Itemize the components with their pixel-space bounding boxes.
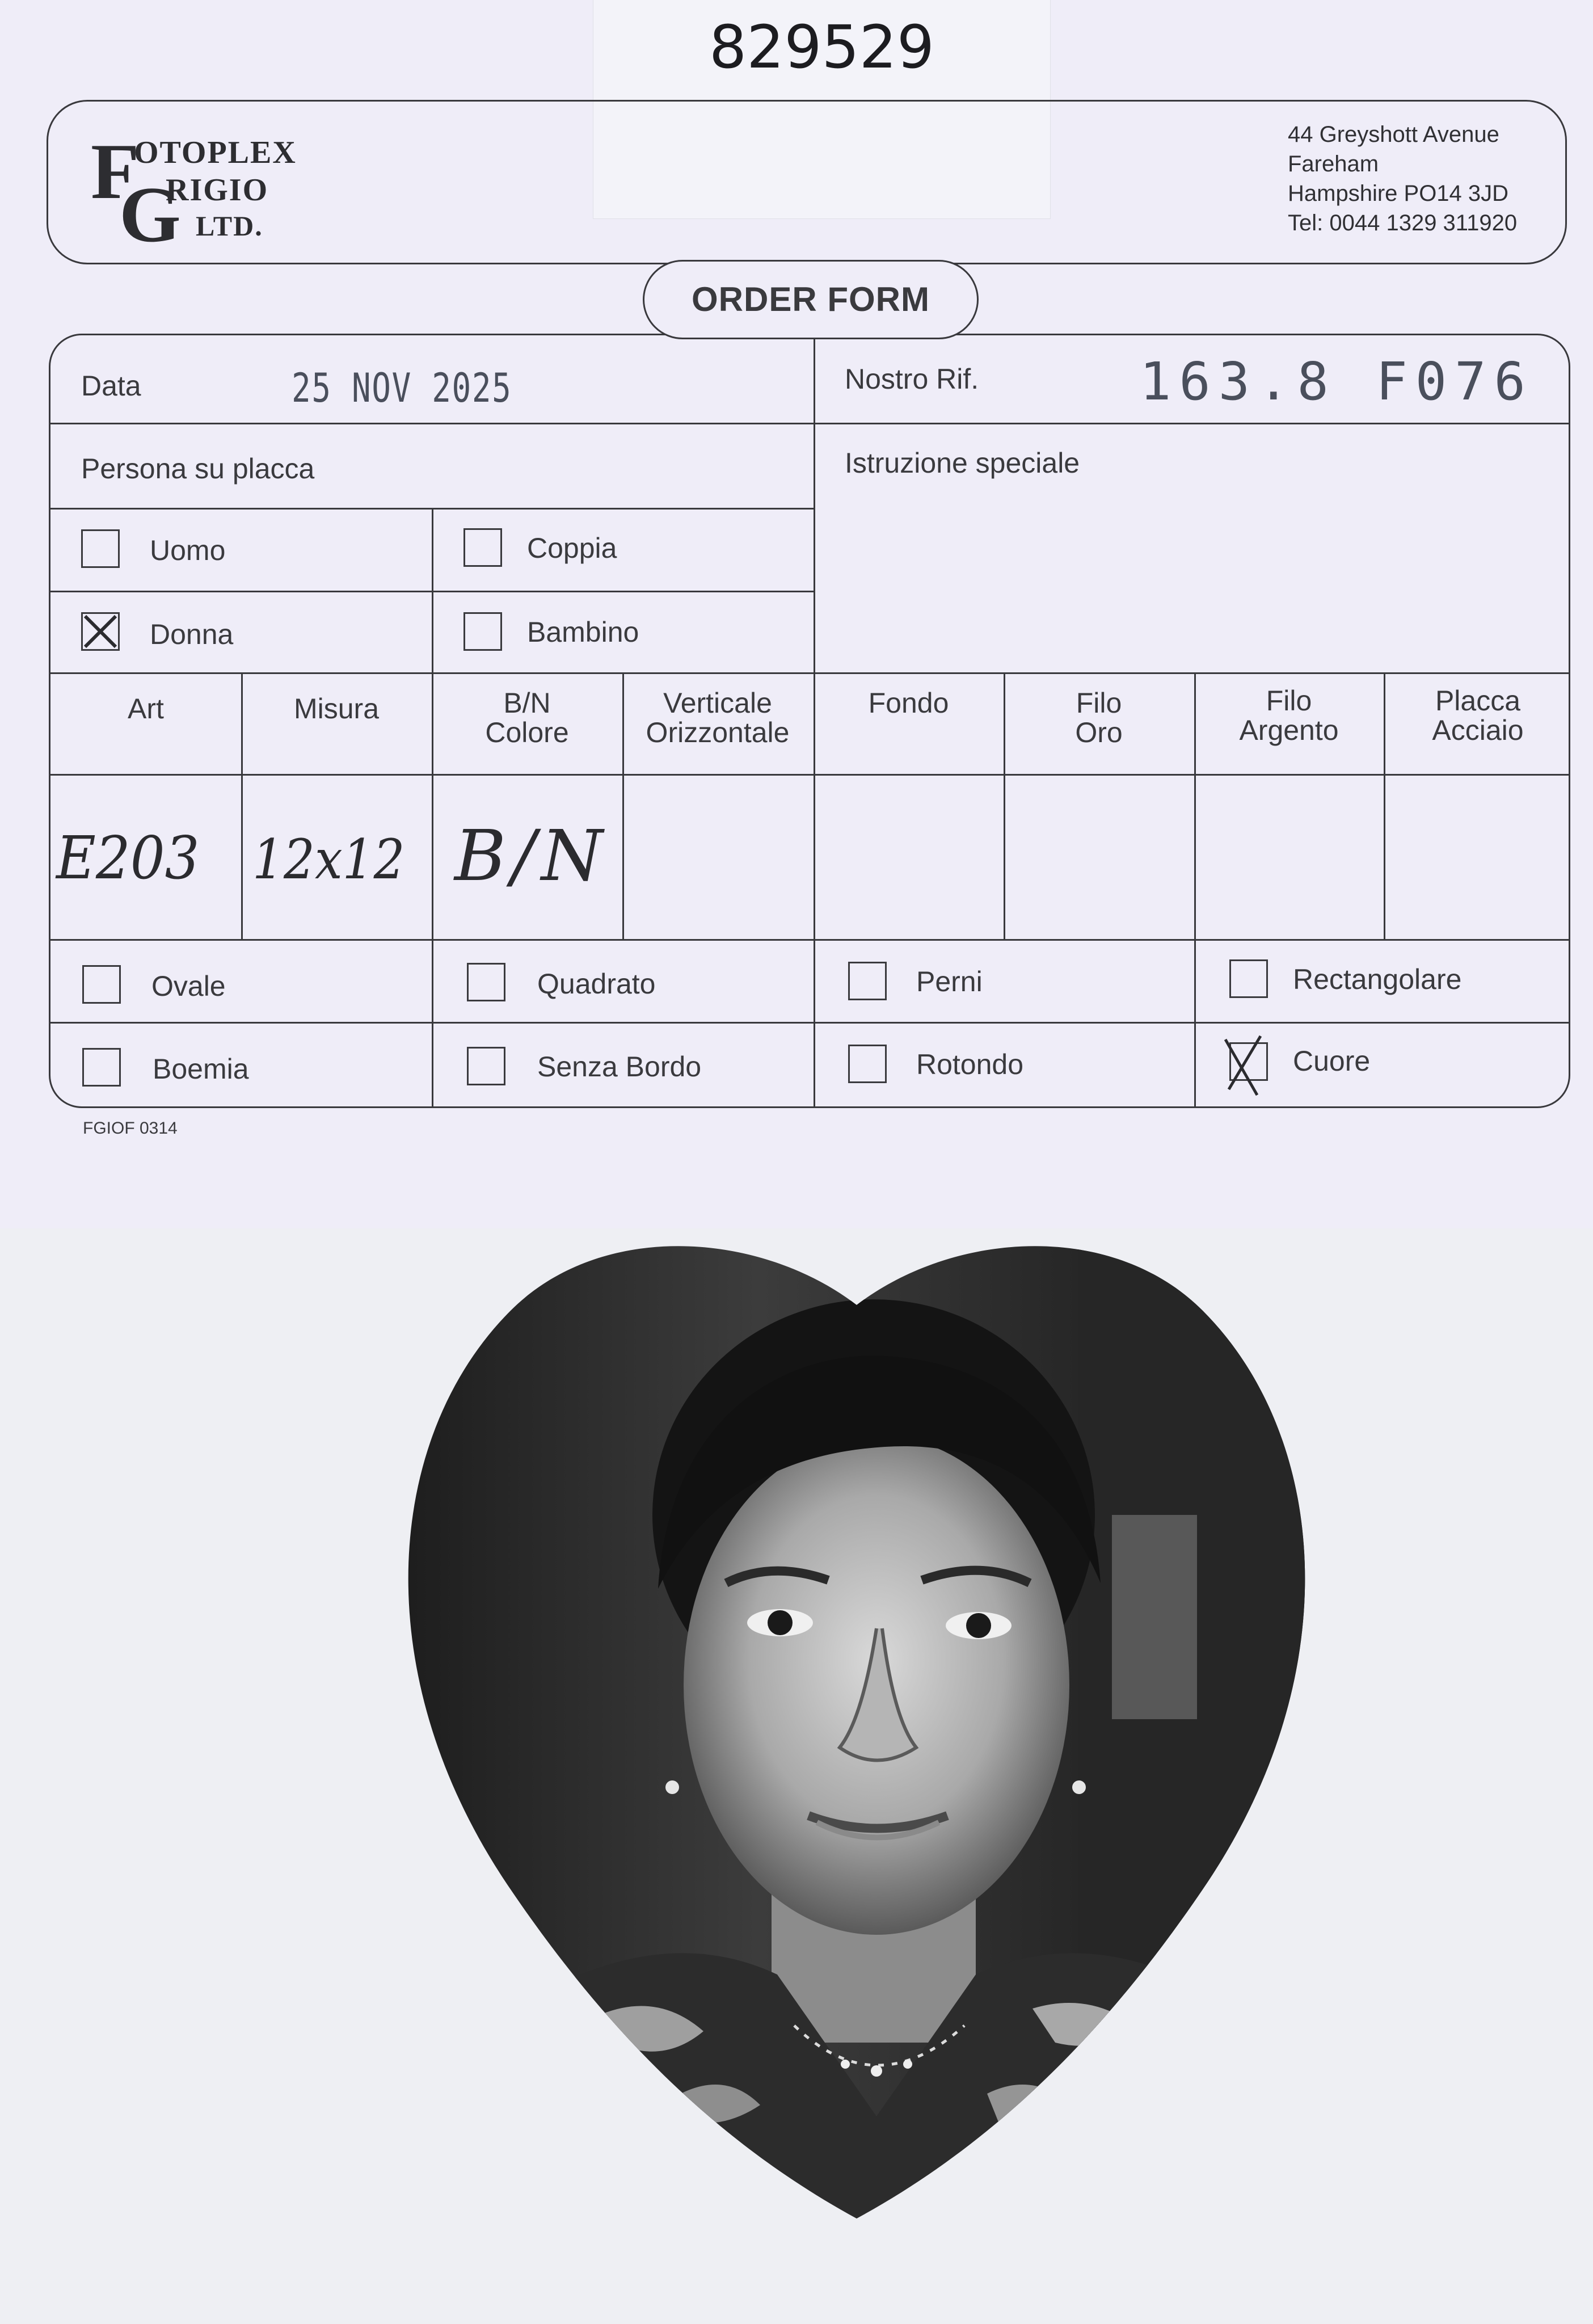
column-header-line: Filo	[1266, 685, 1312, 717]
column-header-line: B/N	[503, 687, 551, 719]
heart-portrait-photo	[363, 1220, 1350, 2224]
column-header-filo-argento	[1194, 686, 1384, 745]
option-label-quadrato: Quadrato	[537, 968, 656, 1000]
option-label-cuore: Cuore	[1293, 1045, 1371, 1077]
option-label-rotondo: Rotondo	[916, 1049, 1024, 1080]
option-label-boemia: Boemia	[153, 1053, 249, 1085]
rif-label: Nostro Rif.	[845, 363, 979, 395]
istruzione-label: Istruzione speciale	[845, 447, 1080, 479]
address-line: Hampshire PO14 3JD	[1288, 181, 1509, 206]
column-header-line: Colore	[485, 717, 569, 748]
handwritten-misura: 12x12	[252, 828, 405, 891]
grid-line	[50, 423, 1569, 424]
column-header-orientation	[622, 688, 813, 747]
checkbox-quadrato[interactable]	[467, 963, 505, 1001]
company-header	[47, 100, 1567, 264]
grid-line	[50, 672, 1569, 674]
order-number: 829529	[709, 12, 934, 82]
check-x-icon	[83, 614, 118, 649]
column-header-line: Oro	[1075, 717, 1123, 748]
checkbox-rectangolare[interactable]	[1229, 959, 1268, 998]
column-header-line: Misura	[293, 693, 380, 725]
address-phone: Tel: 0044 1329 311920	[1288, 210, 1518, 235]
grid-line	[814, 335, 815, 672]
checkbox-rotondo[interactable]	[848, 1045, 887, 1083]
column-header-fondo	[814, 688, 1004, 718]
option-label-perni: Perni	[916, 966, 983, 997]
grid-line	[50, 939, 1569, 941]
column-header-line: Verticale	[663, 687, 772, 719]
date-stamp: 25 NOV 2025	[292, 365, 512, 411]
checkbox-coppia[interactable]	[463, 528, 502, 567]
column-header-line: Orizzontale	[646, 717, 790, 748]
option-label-ovale: Ovale	[151, 970, 226, 1002]
grid-line	[432, 508, 433, 672]
company-logo	[91, 128, 329, 259]
checkbox-senza-bordo[interactable]	[467, 1047, 505, 1085]
grid-line	[814, 672, 815, 1108]
checkbox-perni[interactable]	[848, 962, 887, 1000]
option-label-rectangolare: Rectangolare	[1293, 963, 1462, 995]
option-label-coppia: Coppia	[527, 532, 617, 564]
grid-line	[50, 774, 1569, 776]
checkbox-boemia[interactable]	[82, 1048, 121, 1087]
company-address	[1288, 120, 1517, 238]
portrait-content	[363, 1220, 1350, 2224]
column-header-misura	[241, 694, 432, 723]
address-line: Fareham	[1288, 151, 1379, 176]
checkbox-bambino[interactable]	[463, 612, 502, 651]
logo-letter-g: G	[119, 171, 181, 259]
column-header-line: Art	[128, 693, 164, 725]
checkbox-ovale[interactable]	[82, 965, 121, 1004]
column-header-colore	[432, 688, 622, 747]
logo-line-2: RIGIO	[166, 172, 269, 208]
checkbox-donna[interactable]	[81, 612, 120, 651]
logo-line-3: LTD.	[196, 210, 263, 242]
persona-label: Persona su placca	[81, 453, 315, 485]
column-header-filo-oro	[1004, 688, 1194, 747]
column-header-line: Argento	[1239, 714, 1339, 746]
handwritten-art: E203	[56, 823, 200, 892]
data-label: Data	[81, 370, 141, 402]
form-code: FGIOF 0314	[83, 1119, 178, 1138]
form-title: ORDER FORM	[643, 260, 979, 339]
checkbox-cuore[interactable]	[1229, 1042, 1268, 1081]
option-label-senza-bordo: Senza Bordo	[537, 1051, 702, 1083]
order-grid	[49, 334, 1570, 1108]
reference-stamp: 163.8 F076	[1140, 351, 1533, 412]
column-header-line: Fondo	[868, 687, 949, 719]
check-x-icon	[1223, 1035, 1274, 1097]
column-header-line: Placca	[1435, 685, 1521, 717]
column-header-art	[50, 694, 241, 723]
address-line: 44 Greyshott Avenue	[1288, 122, 1499, 147]
grid-line	[50, 1022, 1569, 1024]
column-header-placca-acciaio	[1384, 686, 1570, 745]
checkbox-uomo[interactable]	[81, 529, 120, 568]
option-label-bambino: Bambino	[527, 616, 639, 648]
column-header-line: Filo	[1076, 687, 1122, 719]
option-label-uomo: Uomo	[150, 534, 226, 566]
logo-letter-f: F	[91, 128, 140, 216]
logo-line-1: OTOPLEX	[134, 135, 297, 170]
column-header-line: Acciaio	[1432, 714, 1524, 746]
option-label-donna: Donna	[150, 618, 234, 650]
handwritten-colore: B/N	[454, 815, 609, 897]
